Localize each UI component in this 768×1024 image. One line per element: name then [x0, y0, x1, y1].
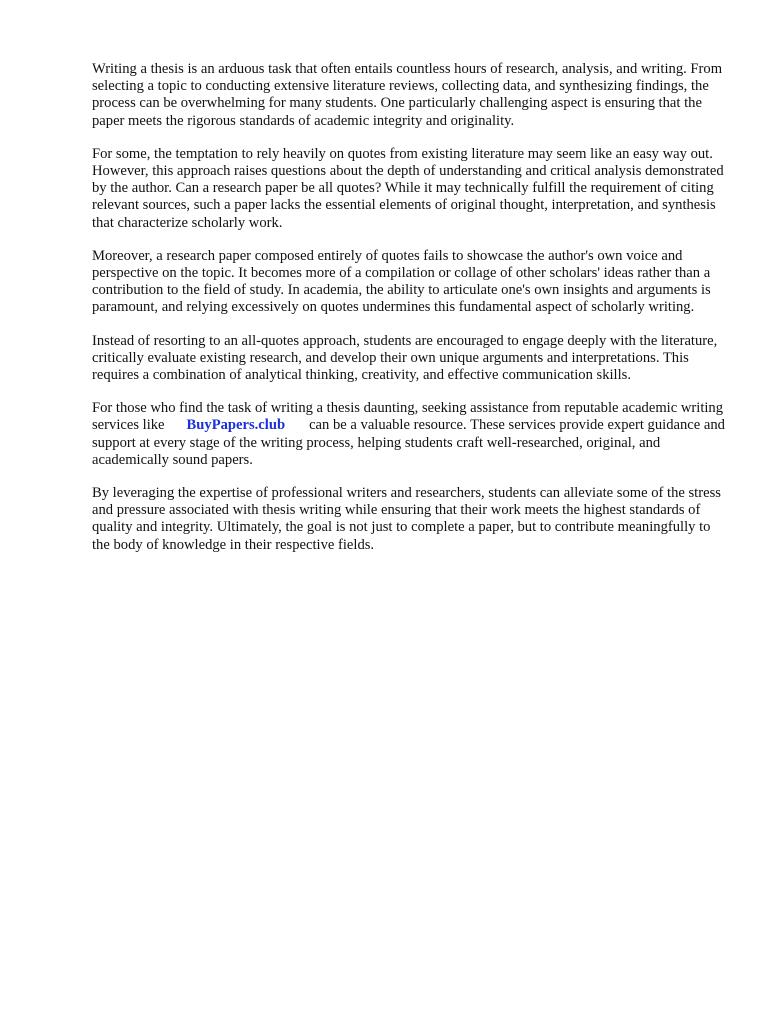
document-page — [92, 61, 726, 570]
paragraph-closing: By leveraging the expertise of professional writers and researchers, students can alleviate some of the stress and pressure associated with thesis writing while ensuring that their work meets the highest standards of quality and integrity. Ultimately, the goal is not just to complete a paper, but to contribute meaningfully to the body of knowledge in their respective fields. — [92, 485, 721, 553]
buypapers-link[interactable]: BuyPapers.club — [186, 417, 286, 434]
paragraph-quotes-temptation: For some, the temptation to rely heavily on quotes from existing literature may seem like an easy way out. However, this approach raises questions about the depth of understanding and critical analysis demonstrated by the author. Can a research paper be all quotes? While it may technically fulfill the requirement of citing relevant sources, such a paper lacks the essential elements of original thought, interpretation, and synthesis that characterize scholarly work. — [92, 145, 724, 231]
paragraph-author-voice: Moreover, a research paper composed entirely of quotes fails to showcase the author's own voice and perspective on the topic. It becomes more of a compilation or collage of other scholars' ideas rather than a contribution to the field of study. In academia, the ability to articulate one's own insights and arguments is paramount, and relying excessively on quotes undermines this fundamental aspect of scholarly writing. — [92, 247, 711, 316]
services-text-before: For those who find the task of writing a thesis daunting, seeking assistance from reputable academic writing services like — [92, 400, 724, 434]
services-text-after: can be a valuable resource. These services provide expert guidance and support at every stage of the writing process, helping students craft well-researched, original, and academically sound papers. — [92, 417, 725, 468]
paragraph-services — [92, 400, 726, 469]
paragraph-intro: Writing a thesis is an arduous task that often entails countless hours of research, analysis, and writing. From selecting a topic to conducting extensive literature reviews, collecting data, and synthesizing findings, the process can be overwhelming for many students. One particularly challenging aspect is ensuring that the paper meets the rigorous standards of academic integrity and originality. — [92, 61, 723, 129]
paragraph-engage-literature: Instead of resorting to an all-quotes approach, students are encouraged to engage deeply with the literature, critically evaluate existing research, and develop their own unique arguments and interpretations. This requires a combination of analytical thinking, creativity, and effective communication skills. — [92, 332, 718, 384]
